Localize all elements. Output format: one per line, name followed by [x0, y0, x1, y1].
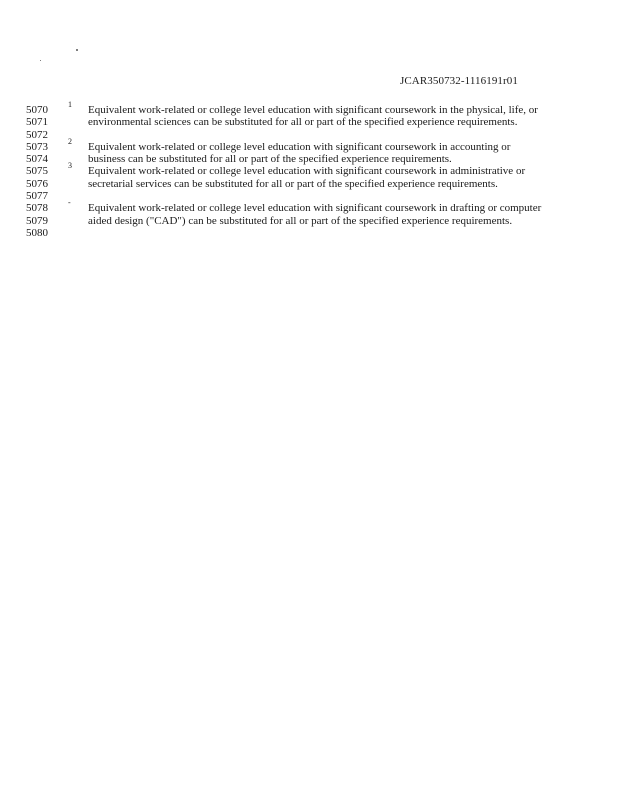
footnotes-list [0, 100, 618, 239]
line-number: 5076 [26, 177, 48, 190]
line-number: 5072 [26, 128, 48, 141]
footnote-text: Equivalent work-related or college level education with significant coursework in accounting or business can be substituted for all or part of the specified experience requirements. [88, 140, 511, 166]
footnote-marker: 2 [68, 136, 72, 146]
line-number: 5079 [26, 214, 48, 227]
line-number: 5070 [26, 104, 48, 116]
footnote-marker: - [68, 198, 71, 208]
scan-speck [76, 49, 78, 51]
footnote-4 [0, 198, 618, 239]
line-number: 5071 [26, 116, 48, 129]
footnote-3 [0, 161, 618, 202]
line-number: 5074 [26, 153, 48, 166]
footnote-1 [0, 100, 618, 141]
footnote-2 [0, 136, 618, 166]
footnote-text: Equivalent work-related or college level education with significant coursework in drafting or computer aided design ("CAD") can be substituted for all or part of the specified experience requirements. [88, 202, 542, 227]
footnote-marker: 3 [68, 161, 72, 171]
line-number: 5077 [26, 190, 48, 203]
footnote-marker: 1 [68, 100, 72, 109]
line-number: 5080 [26, 226, 48, 239]
footnote-text: Equivalent work-related or college level education with significant coursework in administrative or secretarial services can be substituted for all or part of the specified experience requirements. [88, 165, 526, 190]
line-number: 5073 [26, 140, 48, 153]
line-number: 5078 [26, 202, 48, 215]
footnote-text: Equivalent work-related or college level education with significant coursework in the physical, life, or environmental sciences can be substituted for all or part of the specified experience requirements. [88, 104, 538, 129]
document-id: JCAR350732-1116191r01 [399, 75, 518, 87]
scan-speck [40, 60, 41, 61]
line-number: 5075 [26, 165, 48, 178]
